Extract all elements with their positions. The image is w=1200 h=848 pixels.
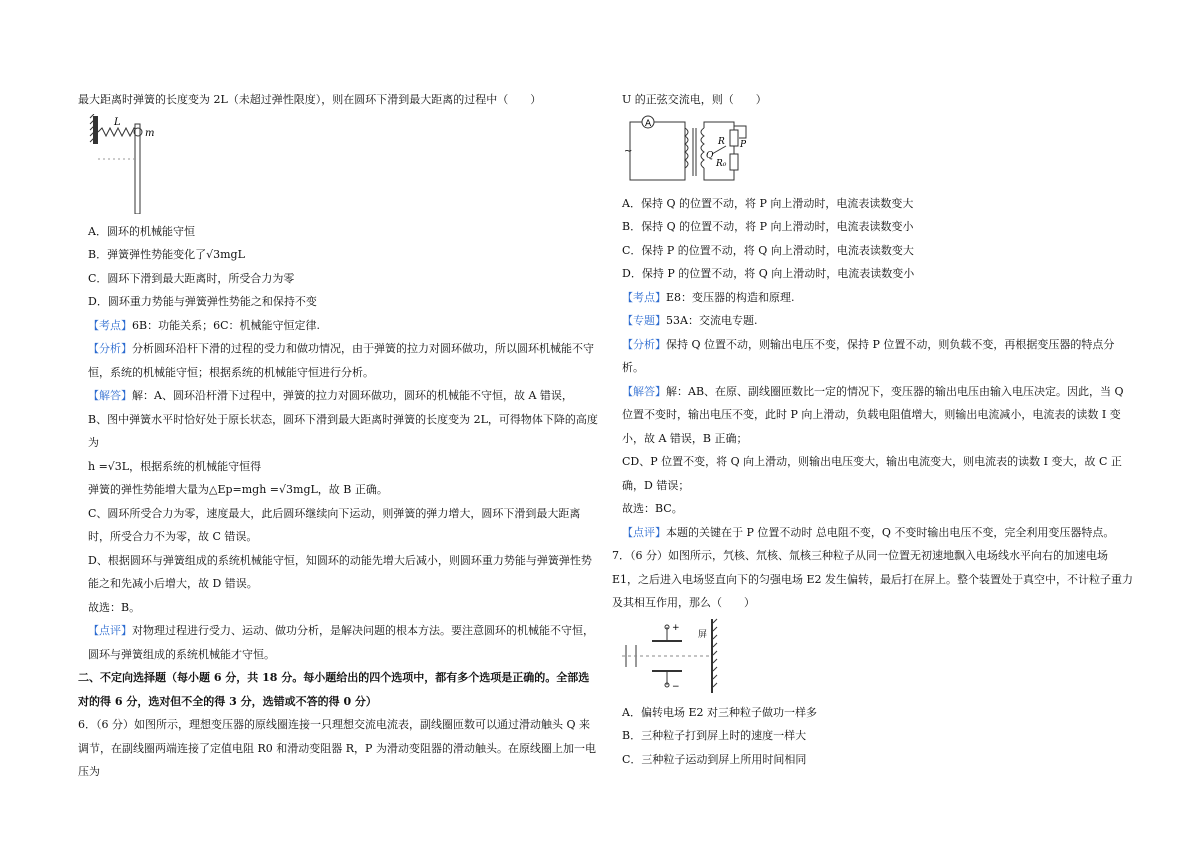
zhuanti-line [612, 309, 1134, 333]
dianping-text: 对物理过程进行受力、运动、做功分析，是解决问题的根本方法。要注意圆环的机械能不守恒，圆环与弹簧组成的系统机械能才守恒。 [88, 624, 594, 661]
fenxi-text: 分析圆环沿杆下滑的过程的受力和做功情况，由于弹簧的拉力对圆环做功，所以圆环机械能不守恒，系统的机械能守恒；根据系统的机械能守恒进行分析。 [88, 342, 594, 379]
answer-line: 故选：BC。 [622, 502, 683, 515]
kaodian-text: 6B：功能关系；6C：机械能守恒定律. [132, 318, 320, 332]
answer-line: 故选：B。 [88, 600, 141, 614]
option-a: A．保持 Q 的位置不动，将 P 向上滑动时，电流表读数变大 [622, 196, 914, 210]
screen-label: 屏 [698, 629, 708, 640]
kaodian-tag: 【考点】 [88, 318, 132, 332]
resistor-r0-label: R₀ [716, 158, 727, 169]
option-c: C．保持 P 的位置不动，将 Q 向上滑动时，电流表读数变大 [622, 243, 914, 257]
question-6: 6．（6 分）如图所示，理想变压器的原线圈连接一只理想交流电流表，副线圈匝数可以通过滑动触头 Q 来调节，在副线圈两端连接了定值电阻 R0 和滑动变阻器 R，P 为滑动变阻器的滑动触头。在原线圈上加一电压为 [78, 718, 596, 778]
option-d: D．保持 P 的位置不动，将 Q 向上滑动时，电流表读数变小 [622, 267, 915, 280]
kaodian-line [78, 314, 598, 338]
deflection-field-figure [622, 617, 732, 695]
jieda-ab: 解：AB、在原、副线圈匝数比一定的情况下，变压器的输出电压由输入电压决定。因此，当 Q 位置不变时，输出电压不变，此时 P 向上滑动，负载电阻值增大，则输出电流减小，电流表的读数 I 变小，故 A 错误，B 正确； [622, 384, 1124, 445]
jieda-tag: 【解答】 [88, 389, 132, 402]
jieda-c: C、圆环所受合力为零，速度最大，此后圆环继续向下运动，则弹簧的弹力增大，圆环下滑到最大距离时，所受合力不为零，故 C 错误。 [88, 506, 581, 543]
left-column [78, 88, 598, 784]
kaodian-line [612, 286, 1134, 310]
question-7: 7．（6 分）如图所示，氕核、氘核、氚核三种粒子从同一位置无初速地飘入电场线水平向右的加速电场 E1，之后进入电场竖直向下的匀强电场 E2 发生偏转，最后打在屏上。整个装置处于真空中，不计粒子重力及其相互作用，那么（ ） [612, 549, 1134, 609]
jieda-b3: 弹簧的弹性势能增大量为△Ep=mgh =√3mgL，故 B 正确。 [88, 483, 388, 496]
zhuanti-tag: 【专题】 [622, 314, 666, 327]
spring-ring-figure [88, 114, 178, 214]
right-column [612, 88, 1134, 771]
label-L: L [114, 116, 121, 128]
fenxi-tag: 【分析】 [88, 342, 132, 355]
ammeter-label: A [645, 118, 652, 129]
minus-label: − [672, 681, 680, 692]
jieda-b2: h =√3L，根据系统的机械能守恒得 [88, 459, 262, 473]
resistor-label: R [718, 136, 725, 147]
svg-text:~: ~ [624, 145, 633, 157]
jieda-a: 解：A、圆环沿杆滑下过程中，弹簧的拉力对圆环做功，圆环的机械能不守恒，故 A 错误， [132, 389, 573, 402]
section-2-heading: 二、不定向选择题（每小题 6 分，共 18 分。每小题给出的四个选项中，都有多个选项是正确的。全部选对的得 6 分，选对但不全的得 3 分，选错或不答的得 0 分） [78, 671, 590, 708]
option-c: C．圆环下滑到最大距离时，所受合力为零 [88, 271, 295, 285]
option7-a: A．偏转电场 E2 对三种粒子做功一样多 [622, 705, 817, 719]
dianping-text: 本题的关键在于 P 位置不动时 总电阻不变，Q 不变时输出电压不变，完全利用变压器特点。 [666, 525, 1115, 539]
jieda-b1: B、图中弹簧水平时恰好处于原长状态，圆环下滑到最大距离时弹簧的长度变为 2L，可得物体下降的高度为 [88, 412, 598, 449]
slider-p-label: P [740, 139, 747, 150]
option7-c: C．三种粒子运动到屏上所用时间相同 [622, 752, 807, 766]
plus-label: + [672, 622, 680, 633]
dianping-tag: 【点评】 [88, 624, 132, 637]
question-5-tail: 最大距离时弹簧的长度变为 2L（未超过弹性限度），则在圆环下滑到最大距离的过程中（ ） [78, 93, 542, 106]
option-b: B．弹簧弹性势能变化了√3mgL [88, 248, 245, 261]
dianping-line [78, 619, 598, 666]
kaodian-tag: 【考点】 [622, 290, 666, 304]
zhuanti-text: 53A：交流电专题. [666, 314, 758, 327]
fenxi-text: 保持 Q 位置不动，则输出电压不变，保持 P 位置不动，则负载不变，再根据变压器的特点分析。 [622, 337, 1115, 374]
label-m: m [145, 127, 155, 139]
fenxi-line [612, 333, 1134, 380]
transformer-circuit-figure [622, 114, 752, 186]
fenxi-line [78, 337, 598, 384]
option7-b: B．三种粒子打到屏上时的速度一样大 [622, 729, 807, 742]
jieda-d: D、根据圆环与弹簧组成的系统机械能守恒，知圆环的动能先增大后减小，则圆环重力势能与弹簧弹性势能之和先减小后增大，故 D 错误。 [88, 553, 592, 590]
jieda-cd: CD、P 位置不变，将 Q 向上滑动，则输出电压变大，输出电流变大，则电流表的读数 I 变大，故 C 正确，D 错误； [622, 455, 1122, 492]
option-d: D．圆环重力势能与弹簧弹性势能之和保持不变 [88, 295, 317, 308]
kaodian-text: E8：变压器的构造和原理. [666, 290, 795, 304]
jieda-line [78, 384, 598, 408]
jieda-line [612, 380, 1134, 451]
option-b: B．保持 Q 的位置不动，将 P 向上滑动时，电流表读数变小 [622, 220, 914, 233]
dianping-line [612, 521, 1134, 545]
option-a: A．圆环的机械能守恒 [88, 224, 195, 238]
slider-q-label: Q [706, 150, 714, 161]
jieda-tag: 【解答】 [622, 384, 666, 398]
question-6-tail: U 的正弦交流电，则（ ） [622, 93, 767, 106]
fenxi-tag: 【分析】 [622, 337, 666, 351]
dianping-tag: 【点评】 [622, 525, 666, 539]
